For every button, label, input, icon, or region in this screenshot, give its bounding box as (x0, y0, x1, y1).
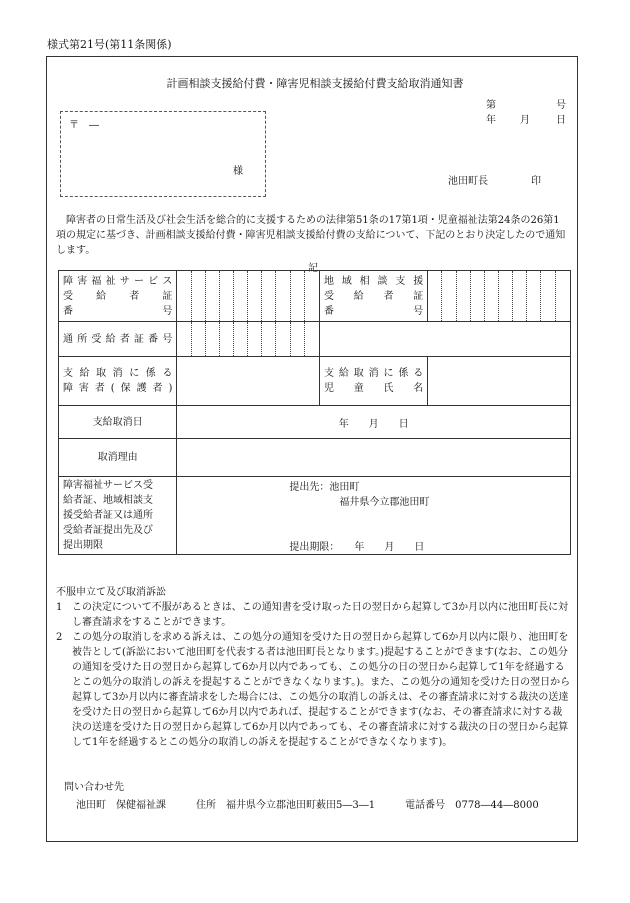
date-month: 月 (520, 115, 530, 126)
address-box (60, 111, 266, 197)
table-row (59, 406, 571, 439)
appeal-item: 1 この決定について不服があるときは、この通知書を受け取った日の翌日から起算して3か月以内に池田町長に対し審査請求をすることができます。 (56, 602, 569, 628)
contact-address: 住所 福井県今立郡池田町薮田5―3―1 (196, 800, 376, 811)
table-row (59, 271, 571, 322)
facility-cert-digit[interactable] (262, 322, 276, 357)
appeal-item: 2 この処分の取消しを求める訴えは、この処分の通知を受けた日の翌日から起算して6か月以内に限り、池田町を被告として(訴訟において池田町を代表する者は池田町長となります。)提起することができます(なお、この処分の通知を受けた日の翌日から起算して6か月以内であっても、この処分の日の翌日から起算して1年を経過するとこの処分の取消しの訴えを提起することができなくなります。)。また、この処分の通知を受けた日の翌日から起算して3か月以内に審査請求をした場合には、この処分の取消しの訴えは、その審査請求に対する裁決の送達を受けた日の翌日から起算して6か月以内であれば、提起することができます(なお、その審査請求に対する裁決の送達を受けた日の翌日から起算して6か月以内であっても、その審査請求に対する裁決の日の翌日から起算して1年を経過するとこの処分の取消しの訴えを提起することができなくなります)。 (56, 632, 571, 748)
facility-cert-digit[interactable] (219, 322, 233, 357)
table-row (59, 477, 571, 555)
number-go: 号 (556, 100, 566, 111)
regional-cert-digit[interactable] (527, 271, 541, 322)
facility-cert-digit[interactable] (205, 322, 219, 357)
details-table (58, 270, 571, 555)
regional-cert-digit[interactable] (470, 271, 484, 322)
reason-label: 取消理由 (59, 439, 177, 477)
submit-to-line2: 福井県今立郡池田町 (339, 497, 430, 508)
table-row (59, 322, 571, 357)
regional-cert-digit[interactable] (428, 271, 442, 322)
child-label: 支給取消に係る 児童氏名 (319, 357, 427, 406)
service-cert-digit[interactable] (234, 271, 248, 322)
service-cert-digit[interactable] (262, 271, 276, 322)
cancel-date-label: 支給取消日 (59, 406, 177, 439)
form-number-label: 様式第21号(第11条関係) (47, 38, 172, 51)
appeal-heading: 不服申立て及び取消訴訟 (56, 587, 166, 598)
cancel-date-field[interactable]: 年 月 日 (177, 406, 571, 439)
facility-cert-digit[interactable] (177, 322, 191, 357)
regional-cert-label: 地域相談支援 受給者証 番号 (319, 271, 427, 322)
appeal-section (56, 585, 572, 750)
table-row (59, 357, 571, 406)
facility-cert-digit[interactable] (304, 322, 319, 357)
contact-section (64, 779, 539, 815)
contact-heading: 問い合わせ先 (64, 782, 124, 793)
contact-dept: 池田町 保健福祉課 (76, 800, 166, 811)
facility-cert-blank (319, 322, 570, 357)
regional-cert-digit[interactable] (555, 271, 570, 322)
service-cert-digit[interactable] (177, 271, 191, 322)
service-cert-digit[interactable] (205, 271, 219, 322)
regional-cert-digit[interactable] (484, 271, 498, 322)
contact-line (64, 797, 539, 815)
service-cert-digit[interactable] (276, 271, 290, 322)
table-row (59, 439, 571, 477)
person-label: 支給取消に係る 障害者(保護者) (59, 357, 177, 406)
service-cert-digit[interactable] (219, 271, 233, 322)
submit-to-line1: 提出先：池田町 (289, 482, 360, 493)
regional-cert-digit[interactable] (456, 271, 470, 322)
service-cert-digit[interactable] (290, 271, 304, 322)
issuer-seal: 印 (531, 176, 541, 187)
facility-cert-digit[interactable] (248, 322, 262, 357)
submit-label: 障害福祉サービス受 給者証、地域相談支 援受給者証又は通所 受給者証提出先及び 提出期限 (59, 477, 177, 555)
contact-tel: 電話番号 0778―44―8000 (405, 800, 539, 811)
person-name-field[interactable] (177, 357, 320, 406)
service-cert-digit[interactable] (191, 271, 205, 322)
postal-mark: 〒 ― (69, 120, 99, 131)
regional-cert-digit[interactable] (499, 271, 513, 322)
reason-field[interactable] (177, 439, 571, 477)
document-title: 計画相談支援給付費・障害児相談支援給付費支給取消通知書 (166, 77, 464, 90)
date-year: 年 (486, 115, 496, 126)
facility-cert-digit[interactable] (290, 322, 304, 357)
date-day: 日 (556, 115, 566, 126)
recipient-honorific: 様 (233, 166, 243, 177)
notice-body: 障害者の日常生活及び社会生活を総合的に支援するための法律第51条の17第1項・児童福祉法第24条の26第1項の規定に基づき、計画相談支援給付費・障害児相談支援給付費の支給について、下記のとおり決定したので通知します。 (56, 215, 566, 256)
ki-mark: 記 (308, 263, 318, 274)
service-cert-digit[interactable] (248, 271, 262, 322)
facility-cert-digit[interactable] (234, 322, 248, 357)
regional-cert-digit[interactable] (513, 271, 527, 322)
facility-cert-label: 通所受給者証番号 (59, 322, 177, 357)
child-name-field[interactable] (428, 357, 571, 406)
number-dai: 第 (486, 100, 496, 111)
service-cert-label: 障害福祉サービス 受給者証 番号 (59, 271, 177, 322)
submit-info-cell (177, 477, 571, 555)
facility-cert-digit[interactable] (191, 322, 205, 357)
regional-cert-digit[interactable] (442, 271, 456, 322)
issuer-name: 池田町長 (448, 176, 488, 187)
service-cert-digit[interactable] (304, 271, 319, 322)
submit-deadline: 提出期限： 年 月 日 (289, 542, 425, 553)
regional-cert-digit[interactable] (541, 271, 555, 322)
facility-cert-digit[interactable] (276, 322, 290, 357)
